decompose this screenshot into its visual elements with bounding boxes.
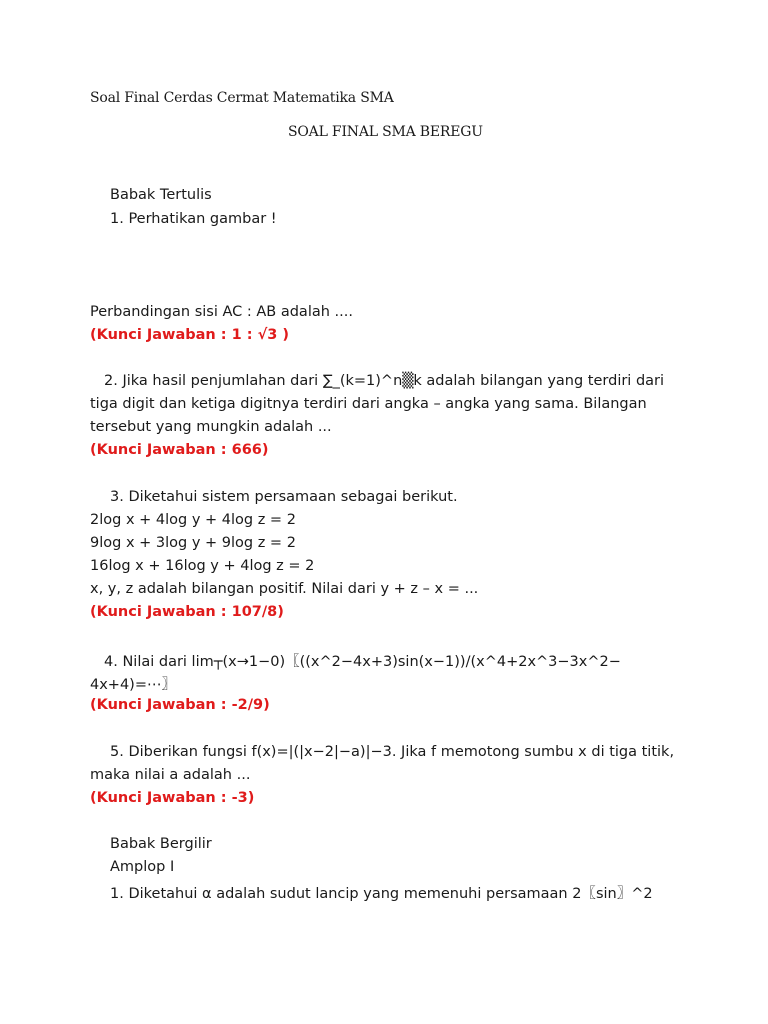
q5-line-2: maka nilai a adalah ... bbox=[90, 767, 251, 783]
q5-answer-key: (Kunci Jawaban : -3) bbox=[90, 790, 255, 806]
q3-equation-1: 2log x + 4log y + 4log z = 2 bbox=[90, 512, 296, 528]
q2-line-1: 2. Jika hasil penjumlahan dari ∑_(k=1)^n▒k adalah bilangan yang terdiri dari bbox=[104, 373, 665, 389]
q2-line-3: tersebut yang mungkin adalah ... bbox=[90, 419, 332, 435]
q4-answer-key: (Kunci Jawaban : -2/9) bbox=[90, 697, 270, 713]
written-round-heading: Babak Tertulis bbox=[110, 187, 212, 203]
q3-line-5: x, y, z adalah bilangan positif. Nilai dari y + z – x = ... bbox=[90, 581, 479, 597]
rotating-q1-line-1: 1. Diketahui α adalah sudut lancip yang memenuhi persamaan 2〖sin〗^2 bbox=[110, 886, 653, 902]
q3-line-1: 3. Diketahui sistem persamaan sebagai berikut. bbox=[110, 489, 458, 505]
q3-equation-2: 9log x + 3log y + 9log z = 2 bbox=[90, 535, 296, 551]
q2-line-2: tiga digit dan ketiga digitnya terdiri dari angka – angka yang sama. Bilangan bbox=[90, 396, 647, 412]
q2-answer-key: (Kunci Jawaban : 666) bbox=[90, 442, 269, 458]
q3-equation-3: 16log x + 16log y + 4log z = 2 bbox=[90, 558, 315, 574]
q1-question: Perbandingan sisi AC : AB adalah .... bbox=[90, 304, 353, 320]
q1-answer-key: (Kunci Jawaban : 1 : √3 ) bbox=[90, 327, 290, 343]
rotating-round-heading: Babak Bergilir bbox=[110, 836, 212, 852]
section-title: SOAL FINAL SMA BEREGU bbox=[288, 124, 483, 140]
envelope-label: Amplop I bbox=[110, 859, 175, 875]
document-title: Soal Final Cerdas Cermat Matematika SMA bbox=[90, 90, 394, 106]
q1-prompt: 1. Perhatikan gambar ! bbox=[110, 211, 277, 227]
q3-answer-key: (Kunci Jawaban : 107/8) bbox=[90, 604, 284, 620]
q4-line-2: 4x+4)=⋯〗 bbox=[90, 677, 176, 693]
q4-line-1: 4. Nilai dari lim┬(x→1−0)⁡〖((x^2−4x+3)sin⁡(x−1))/(x^4+2x^3−3x^2− bbox=[104, 654, 621, 670]
q5-line-1: 5. Diberikan fungsi f(x)=|(|x−2|−a)|−3. Jika f memotong sumbu x di tiga titik, bbox=[110, 744, 675, 760]
